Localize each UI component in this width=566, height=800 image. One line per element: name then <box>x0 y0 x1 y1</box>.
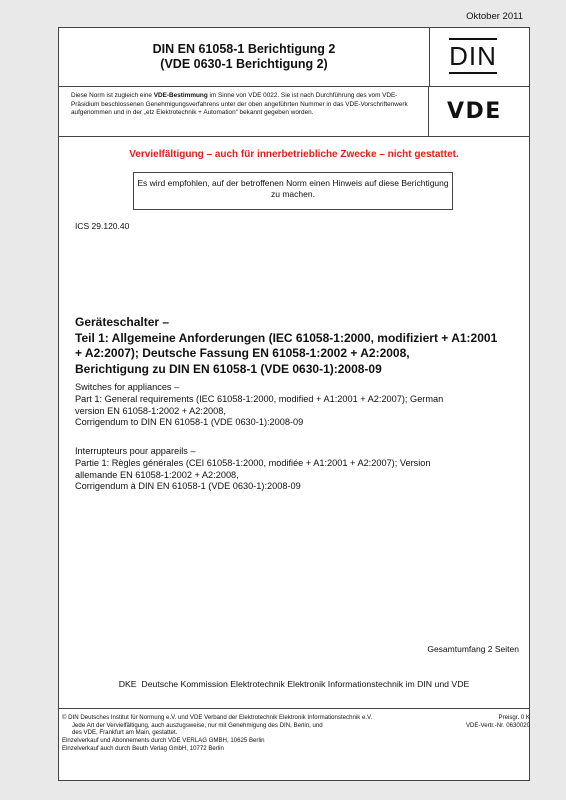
document-header <box>59 28 529 87</box>
recommendation-box: Es wird empfohlen, auf der betroffenen Norm einen Hinweis auf diese Berichtigung zu machen. <box>133 172 453 210</box>
copyright-line: © DIN Deutsches Institut für Normung e.V. und VDE Verband der Elektrotechnik Elektronik Informationstechnik e.V. <box>62 714 373 721</box>
issue-date: Oktober 2011 <box>466 11 523 22</box>
document-page <box>58 27 530 781</box>
copy-warning: Vervielfältigung – auch für innerbetriebliche Zwecke – nicht gestattet. <box>129 149 459 160</box>
price-group: Preisgr. 0 K <box>498 714 530 721</box>
dke-line <box>59 679 529 689</box>
french-title: Interrupteurs pour appareils – Partie 1: Règles générales (CEI 61058-1:2000, modifiée + A1:2001 + A2:2007); Version allemande EN 61058-1:2002 + A2:2008, Corrigendum à DIN EN 61058-1 (VDE 0630-1):2008-09 <box>75 446 431 492</box>
vde-order-number: VDE-Vertr.-Nr. 0630020 <box>465 721 530 729</box>
title-box <box>59 28 430 86</box>
vde-notice: Diese Norm ist zugleich eine VDE-Bestimmung im Sinne von VDE 0022. Sie ist nach Durchführung des vom VDE-Präsidium beschlossenen Genehmigungsverfahrens unter der oben angeführten Nummer in das VDE-Vorschriftenwerk aufgenommen und in der „etz Elektrotechnik + Automation“ bekannt gegeben worden. <box>59 86 429 136</box>
page-count: Gesamtumfang 2 Seiten <box>427 644 519 654</box>
dke-abbr: DKE <box>118 679 137 689</box>
german-title: Geräteschalter – Teil 1: Allgemeine Anforderungen (IEC 61058-1:2000, modifiziert + A1:2001 + A2:2007); Deutsche Fassung EN 61058-1:2002 + A2:2008, Berichtigung zu DIN EN 61058-1 (VDE 0630-1):2008-09 <box>75 315 498 376</box>
copyright-footer: © DIN Deutsches Institut für Normung e.V. und VDE Verband der Elektrotechnik Elektronik Informationstechnik e.V. Jede Art der Vervielfältigung, auch auszugsweise, nur mit Genehmigung des DIN, Berlin, und des VDE, Frankfurt am Main, gestattet. Einzelverkauf und Abonnements durch VDE VERLAG GMBH, 10625 Berlin Einzelverkauf auch durch Beuth Verlag GmbH, 10772 Berlin Preisgr. 0 K VDE-Vertr.-Nr. 0630020 <box>62 714 530 752</box>
din-logo: DIN <box>449 38 497 74</box>
dke-name: Deutsche Kommission Elektrotechnik Elektronik Informationstechnik im DIN und VDE <box>141 679 470 689</box>
english-title: Switches for appliances – Part 1: General requirements (IEC 61058-1:2000, modified + A1:2001 + A2:2007); German version EN 61058-1:2002 + A2:2008, Corrigendum to DIN EN 61058-1 (VDE 0630-1):2008-09 <box>75 382 444 428</box>
footer-divider <box>59 708 529 709</box>
document-subtitle: (VDE 0630-1 Berichtigung 2) <box>160 57 328 71</box>
ics-code: ICS 29.120.40 <box>75 221 130 231</box>
vde-notice-row <box>59 86 529 137</box>
document-title: DIN EN 61058-1 Berichtigung 2 <box>152 42 336 56</box>
vde-logo: VDE <box>447 99 502 124</box>
